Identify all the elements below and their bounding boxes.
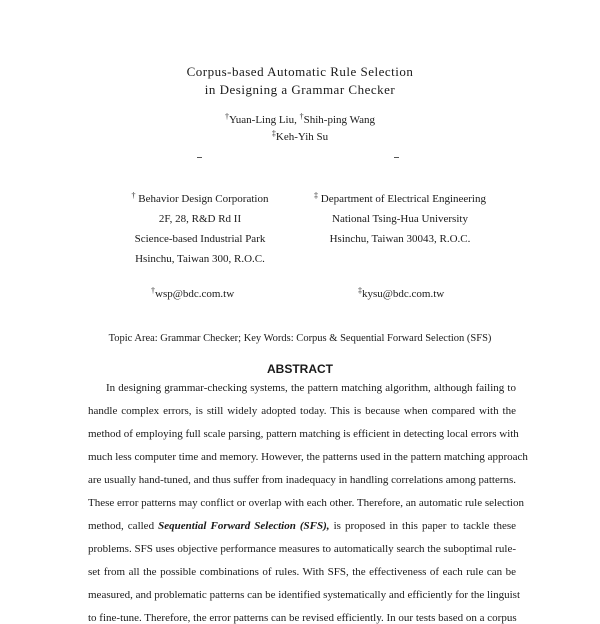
abstract-text: is proposed in this paper to tackle these: [333, 520, 516, 532]
affiliation-line: [310, 189, 490, 209]
scan-mark: [394, 157, 399, 158]
email-right: [358, 288, 444, 300]
email-left: [151, 288, 234, 300]
abstract-line: measured, and problematic patterns can be identified systematically and efficiently for the linguist: [88, 589, 521, 601]
emphasized-term: Sequential Forward Selection (SFS),: [158, 520, 330, 532]
affiliation-left: [110, 189, 290, 269]
abstract-line: are usually hand-tuned, and thus suffer from inadequacy in handling correlations among patterns.: [88, 474, 517, 486]
affiliation-line: Science-based Industrial Park: [134, 233, 266, 245]
author-name: Keh-Yih Su: [275, 131, 329, 143]
abstract-line: In designing grammar-checking systems, the pattern matching algorithm, although failing to: [106, 382, 516, 394]
dagger-mark: †: [131, 191, 136, 200]
affiliation-line: Hsinchu, Taiwan 300, R.O.C.: [135, 253, 265, 265]
author-name: Shih-ping Wang: [303, 114, 375, 126]
affiliation-text: Department of Electrical Engineering: [320, 193, 486, 205]
double-dagger-mark: ‡: [271, 129, 276, 138]
abstract-line: problems. SFS uses objective performance measures to automatically search the suboptimal rule-: [88, 543, 516, 555]
author-name: Yuan-Ling Liu,: [229, 114, 297, 126]
abstract-line: much less computer time and memory. However, the patterns used in the pattern matching approach: [88, 451, 528, 463]
paper-title-line-2: in Designing a Grammar Checker: [204, 82, 396, 97]
paper-title-line-1: Corpus-based Automatic Rule Selection: [186, 64, 414, 79]
affiliation-line: [110, 189, 290, 209]
dagger-mark: †: [299, 112, 304, 121]
scan-mark: [197, 157, 202, 158]
abstract-text: method, called: [88, 520, 155, 532]
double-dagger-mark: ‡: [358, 286, 362, 295]
affiliation-right: [310, 189, 490, 249]
abstract-line: method of employing full scale parsing, pattern matching is efficient in detecting local errors with: [88, 428, 519, 440]
abstract-heading: ABSTRACT: [267, 362, 333, 376]
dagger-mark: †: [151, 286, 155, 295]
abstract-line: These error patterns may conflict or overlap with each other. Therefore, an automatic rule selection: [88, 497, 524, 509]
double-dagger-mark: ‡: [314, 191, 318, 200]
affiliation-line: National Tsing-Hua University: [332, 213, 468, 225]
dagger-mark: †: [225, 112, 230, 121]
author-line-2: [0, 131, 600, 143]
topic-keywords: Topic Area: Grammar Checker; Key Words: Corpus & Sequential Forward Selection (SFS): [108, 333, 492, 344]
abstract-line: [88, 520, 516, 532]
abstract-line: to fine-tune. Therefore, the error patterns can be revised efficiently. In our tests based on a corpus: [88, 612, 517, 624]
affiliation-line: 2F, 28, R&D Rd II: [158, 213, 242, 225]
email-address: kysu@bdc.com.tw: [362, 288, 445, 300]
email-address: wsp@bdc.com.tw: [155, 288, 235, 300]
affiliation-line: Hsinchu, Taiwan 30043, R.O.C.: [329, 233, 471, 245]
affiliation-text: Behavior Design Corporation: [138, 193, 269, 205]
abstract-line: set from all the possible combinations of rules. With SFS, the effectiveness of each rule can be: [88, 566, 516, 578]
author-line-1: [0, 114, 600, 126]
abstract-line: handle complex errors, is still widely adopted today. This is because when compared with the: [88, 405, 516, 417]
